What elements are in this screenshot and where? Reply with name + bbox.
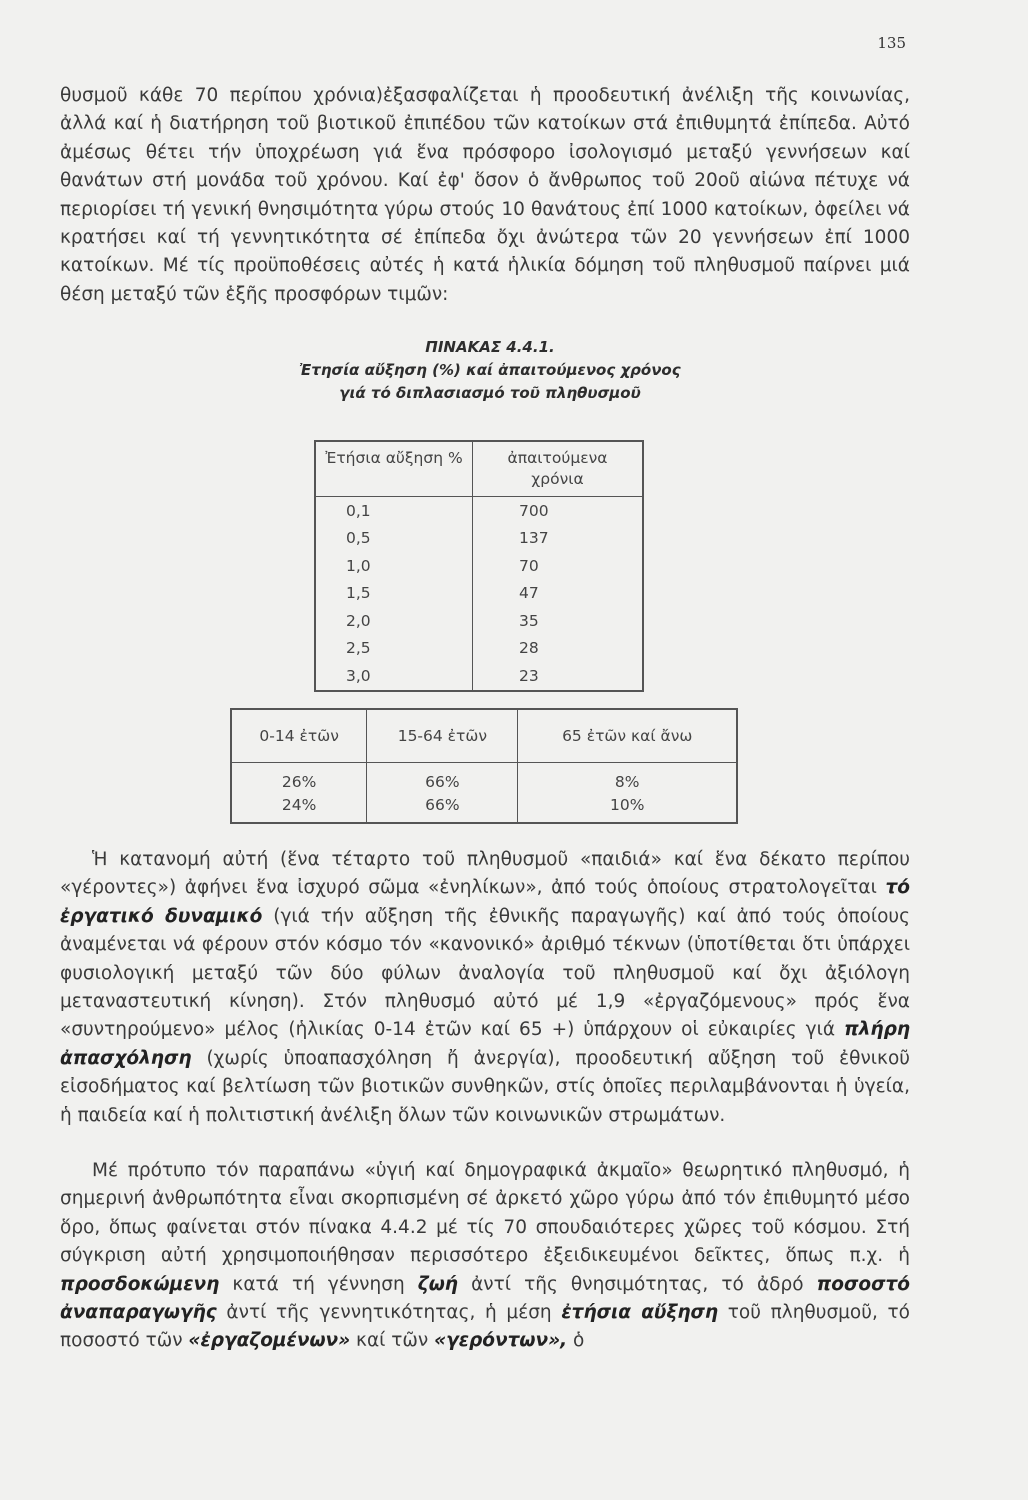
emphasis-text: πλήρη ἀπασχόληση bbox=[60, 1019, 910, 1069]
distribution-paragraph bbox=[60, 846, 910, 1130]
growth-value: 2,5 bbox=[315, 635, 473, 663]
emphasis-text: προσδοκώμενη bbox=[60, 1273, 220, 1295]
years-value: 35 bbox=[519, 611, 539, 630]
table-title: ΠΙΝΑΚΑΣ 4.4.1. bbox=[425, 338, 555, 356]
years-value: 28 bbox=[519, 639, 539, 658]
table-row bbox=[315, 607, 643, 635]
age-cell bbox=[518, 763, 737, 824]
years-header: ἀπαιτούμενα χρόνια bbox=[473, 441, 644, 497]
table-caption-line-1: Ἐτησία αὔξηση (%) καί ἀπαιτούμενος χρόνος bbox=[299, 361, 681, 379]
age-value: 10% bbox=[609, 796, 645, 814]
age-value: 66% bbox=[425, 773, 460, 791]
emphasis-text: ζωή bbox=[417, 1273, 458, 1295]
text-run: ἀντί τῆς θνησιμότητας, τό ἀδρό bbox=[457, 1273, 817, 1295]
age-cell bbox=[367, 763, 518, 824]
table-row bbox=[315, 580, 643, 608]
table-row bbox=[315, 497, 643, 525]
table-row bbox=[231, 763, 737, 824]
emphasis-text: «ἐργαζομένων» bbox=[188, 1330, 351, 1352]
growth-value: 3,0 bbox=[315, 662, 473, 691]
age-value: 8% bbox=[614, 773, 640, 791]
growth-value: 1,5 bbox=[315, 580, 473, 608]
table-row bbox=[315, 552, 643, 580]
intro-paragraph: θυσμοῦ κάθε 70 περίπου χρόνια)ἐξασφαλίζεται ἡ προοδευτική ἀνέλιξη τῆς κοινωνίας, ἀλλά καί ἡ διατήρηση τοῦ βιοτικοῦ ἐπιπέδου τῶν κατοίκων στά ἐπιθυμητά ἐπίπεδα. Αὐτό ἀμέσως θέτει τήν ὑποχρέωση γιά ἕνα πρόσφορο ἰσολογισμό μεταξύ γεννήσεων καί θανάτων στή μονάδα τοῦ χρόνου. Καί ἐφ' ὅσον ὁ ἄνθρωπος τοῦ 20οῦ αἰώνα πέτυχε νά περιορίσει τή γενική θνησιμότητα γύρω στούς 10 θανάτους ἐπί 1000 κατοίκων, ὀφείλει νά κρατήσει καί τή γεννητικότητα σέ ἐπίπεδα ὄχι ἀνώτερα τῶν 20 γεννήσεων ἐπί 1000 κατοίκων. Μέ τίς προϋποθέσεις αὐτές ἡ κατά ἡλικία δόμηση τοῦ πληθυσμοῦ παίρνει μιά θέση μεταξύ τῶν ἑξῆς προσφόρων τιμῶν: bbox=[60, 85, 910, 305]
page-number: 135 bbox=[877, 34, 906, 52]
growth-header: Ἐτήσια αὔξηση % bbox=[315, 441, 473, 497]
years-value: 70 bbox=[519, 556, 539, 575]
emphasis-text: τό ἐργατικό δυναμικό bbox=[60, 877, 910, 927]
text-run: (χωρίς ὑποαπασχόληση ἤ ἀνεργία), προοδευτική αὔξηση τοῦ ἐθνικοῦ εἰσοδήματος καί βελτίωση τῶν βιοτικῶν συνθηκῶν, στίς ὁποῖες περιλαμβάνονται ἡ ὑγεία, ἡ παιδεία καί ἡ πολιτιστική ἀνέλιξη ὅλων τῶν κοινωνικῶν στρωμάτων. bbox=[60, 1047, 910, 1126]
text-run: Μέ πρότυπο τόν παραπάνω «ὑγιή καί δημογραφικά ἀκμαῖο» θεωρητικό πληθυσμό, ἡ σημερινή ἀνθρωπότητα εἶναι σκορπισμένη σέ ἀρκετό χῶρο γύρω ἀπό τόν ἐπιθυμητό μέσο ὅρο, ὅπως φαίνεται στόν πίνακα 4.4.2 μέ τίς 70 σπουδαιότερες χῶρες τοῦ κόσμου. Στή σύγκριση αὐτή χρησιμοποιήθησαν περισσότερο ἐξειδικευμένοι δεῖκτες, ὅπως π.χ. ἡ bbox=[60, 1160, 910, 1267]
table-row bbox=[315, 662, 643, 691]
text-run: καί τῶν bbox=[350, 1330, 435, 1352]
age-value: 26% bbox=[281, 773, 317, 791]
age-value: 24% bbox=[281, 796, 317, 814]
text-run: ὁ bbox=[567, 1330, 585, 1352]
text-run: (γιά τήν αὔξηση τῆς ἐθνικῆς παραγωγῆς) καί ἀπό τούς ὁποίους ἀναμένεται νά φέρουν στόν κόσμο τόν «κανονικό» ἀριθμό τέκνων (ὑποτίθεται ὅτι ὑπάρχει φυσιολογική μεταξύ τῶν δύο φύλων ἀναλογία τοῦ πληθυσμοῦ καί ὄχι ἀξιόλογη μεταναστευτική κίνηση). Στόν πληθυσμό αὐτό μέ 1,9 «ἐργαζόμενους» πρός ἕνα «συντηρούμενο» μέλος (ἡλικίας 0-14 ἐτῶν καί 65 +) ὑπάρχουν οἱ εὐκαιρίες γιά bbox=[60, 905, 910, 1041]
emphasis-text: ποσοστό ἀναπαραγωγῆς bbox=[60, 1273, 910, 1324]
years-value: 137 bbox=[519, 529, 549, 548]
text-run: Ἡ κατανομή αὐτή (ἕνα τέταρτο τοῦ πληθυσμοῦ «παιδιά» καί ἕνα δέκατο περίπου «γέροντες») ἀφήνει ἕνα ἰσχυρό σῶμα «ἐνηλίκων», ἀπό τούς ὁποίους στρατολογεῖται bbox=[60, 849, 910, 899]
age-header-65-plus: 65 ἐτῶν καί ἄνω bbox=[518, 709, 737, 763]
text-run: τοῦ πληθυσμοῦ, τό ποσοστό τῶν bbox=[60, 1302, 910, 1352]
text-run: ἀντί τῆς γεννητικότητας, ἡ μέση bbox=[216, 1302, 562, 1324]
growth-value: 1,0 bbox=[315, 552, 473, 580]
growth-table bbox=[314, 440, 644, 692]
age-structure-table bbox=[230, 708, 738, 824]
years-value: 700 bbox=[519, 501, 549, 520]
table-row bbox=[315, 635, 643, 663]
growth-value: 0,5 bbox=[315, 525, 473, 553]
years-value: 23 bbox=[519, 666, 539, 685]
emphasis-text: «γερόντων», bbox=[434, 1330, 568, 1352]
comparison-paragraph bbox=[60, 1157, 910, 1356]
age-header-0-14: 0-14 ἐτῶν bbox=[231, 709, 367, 763]
growth-value: 0,1 bbox=[315, 497, 473, 525]
text-run: κατά τή γέννηση bbox=[219, 1273, 418, 1295]
age-value: 66% bbox=[425, 796, 460, 814]
age-header-15-64: 15-64 ἐτῶν bbox=[367, 709, 518, 763]
years-value: 47 bbox=[519, 584, 539, 603]
emphasis-text: ἐτήσια αὔξηση bbox=[561, 1302, 719, 1324]
age-cell bbox=[231, 763, 367, 824]
table-caption-line-2: γιά τό διπλασιασμό τοῦ πληθυσμοῦ bbox=[339, 384, 641, 402]
growth-value: 2,0 bbox=[315, 607, 473, 635]
table-row bbox=[315, 525, 643, 553]
